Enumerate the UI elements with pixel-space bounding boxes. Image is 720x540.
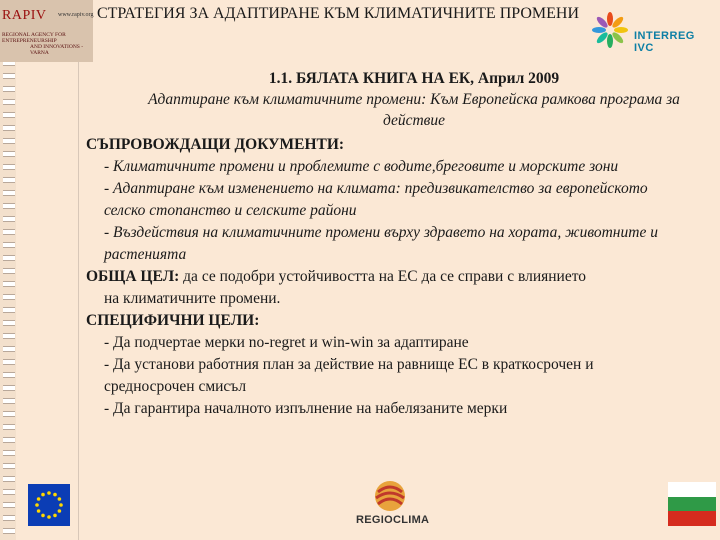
regioclima-globe-icon bbox=[356, 478, 424, 514]
list-item: - Да подчертае мерки no-regret и win-win за адаптиране bbox=[104, 334, 469, 351]
eu-star bbox=[47, 491, 51, 495]
binder-mark bbox=[3, 437, 15, 443]
general-goal bbox=[86, 266, 706, 288]
eu-star bbox=[41, 514, 45, 518]
rapiv-logo-name: RAPIV bbox=[2, 8, 47, 23]
binder-mark bbox=[3, 398, 15, 404]
list-item: - Адаптиране към изменението на климата: предизвикателство за европейското селско стопанство и селските райони bbox=[104, 180, 648, 219]
eu-star bbox=[37, 509, 41, 513]
binder-mark bbox=[3, 112, 15, 118]
bulgaria-flag-icon bbox=[668, 482, 716, 526]
binder-mark bbox=[3, 73, 15, 79]
binder-mark bbox=[3, 502, 15, 508]
divider-line bbox=[78, 40, 79, 540]
binder-mark bbox=[3, 411, 15, 417]
binder-mark bbox=[3, 307, 15, 313]
binder-mark bbox=[3, 229, 15, 235]
binder-mark bbox=[3, 359, 15, 365]
binder-mark bbox=[3, 489, 15, 495]
eu-star bbox=[58, 509, 62, 513]
binder-mark bbox=[3, 463, 15, 469]
rapiv-logo-url: www.rapiv.org bbox=[58, 12, 94, 18]
page-title: СТРАТЕГИЯ ЗА АДАПТИРАНЕ КЪМ КЛИМАТИЧНИТЕ ПРОМЕНИ bbox=[96, 5, 580, 22]
binder-mark bbox=[3, 99, 15, 105]
list-item: - Да установи работния план за действие на равнище ЕС в краткосрочен и средносрочен смисъл bbox=[104, 356, 594, 395]
eu-star bbox=[53, 514, 57, 518]
binder-mark bbox=[3, 333, 15, 339]
binder-mark bbox=[3, 372, 15, 378]
binder-mark bbox=[3, 450, 15, 456]
binder-mark bbox=[3, 294, 15, 300]
list-item: - Въздействия на климатичните промени върху здравето на хората, животните и растенията bbox=[104, 224, 658, 263]
binder-mark bbox=[3, 242, 15, 248]
eu-star bbox=[35, 503, 39, 507]
binder-mark bbox=[3, 424, 15, 430]
binder-mark bbox=[3, 164, 15, 170]
interreg-logo bbox=[588, 8, 714, 52]
goal-text: да се подобри устойчивостта на ЕС да се справи с влиянието bbox=[179, 268, 587, 285]
binder-mark bbox=[3, 385, 15, 391]
binder-mark bbox=[3, 320, 15, 326]
main-content bbox=[86, 68, 706, 420]
regioclima-label: REGIOCLIMA bbox=[356, 514, 430, 526]
goal-label: ОБЩА ЦЕЛ: bbox=[86, 268, 180, 285]
left-binder-strip bbox=[0, 0, 16, 540]
accompanying-heading: СЪПРОВОЖДАЩИ ДОКУМЕНТИ: bbox=[86, 136, 345, 153]
binder-mark bbox=[3, 528, 15, 534]
binder-mark bbox=[3, 177, 15, 183]
binder-mark bbox=[3, 138, 15, 144]
binder-mark bbox=[3, 281, 15, 287]
eu-star bbox=[37, 497, 41, 501]
list-item: - Климатичните промени и проблемите с водите,бреговите и морските зони bbox=[104, 158, 619, 175]
binder-mark bbox=[3, 515, 15, 521]
interreg-star-icon bbox=[590, 8, 630, 52]
specific-heading: СПЕЦИФИЧНИ ЦЕЛИ: bbox=[86, 312, 260, 329]
eu-flag-icon bbox=[28, 484, 70, 526]
binder-mark bbox=[3, 255, 15, 261]
binder-mark bbox=[3, 346, 15, 352]
binder-mark bbox=[3, 190, 15, 196]
binder-mark bbox=[3, 125, 15, 131]
goal-text-continued: на климатичните промени. bbox=[104, 290, 281, 307]
subtitle bbox=[122, 68, 706, 131]
eu-stars bbox=[28, 484, 70, 526]
binder-mark bbox=[3, 476, 15, 482]
rapiv-logo bbox=[0, 0, 93, 62]
regioclima-logo bbox=[356, 478, 430, 538]
eu-star bbox=[59, 503, 63, 507]
binder-mark bbox=[3, 203, 15, 209]
rapiv-logo-line1: REGIONAL AGENCY FOR ENTREPRENEURSHIP bbox=[2, 32, 66, 44]
subtitle-italic: Адаптиране към климатичните промени: Към Европейска рамкова програма за действие bbox=[148, 91, 680, 129]
interreg-logo-name: INTERREG IVC bbox=[634, 30, 695, 54]
eu-star bbox=[53, 493, 57, 497]
list-item: - Да гарантира началното изпълнение на набелязаните мерки bbox=[104, 400, 508, 417]
binder-mark bbox=[3, 86, 15, 92]
eu-star bbox=[47, 515, 51, 519]
eu-star bbox=[41, 493, 45, 497]
binder-mark bbox=[3, 216, 15, 222]
subtitle-heading: 1.1. БЯЛАТА КНИГА НА ЕК, Април 2009 bbox=[268, 70, 560, 87]
binder-mark bbox=[3, 268, 15, 274]
rapiv-logo-line2: AND INNOVATIONS - VARNA bbox=[30, 44, 84, 56]
eu-star bbox=[58, 497, 62, 501]
binder-mark bbox=[3, 151, 15, 157]
